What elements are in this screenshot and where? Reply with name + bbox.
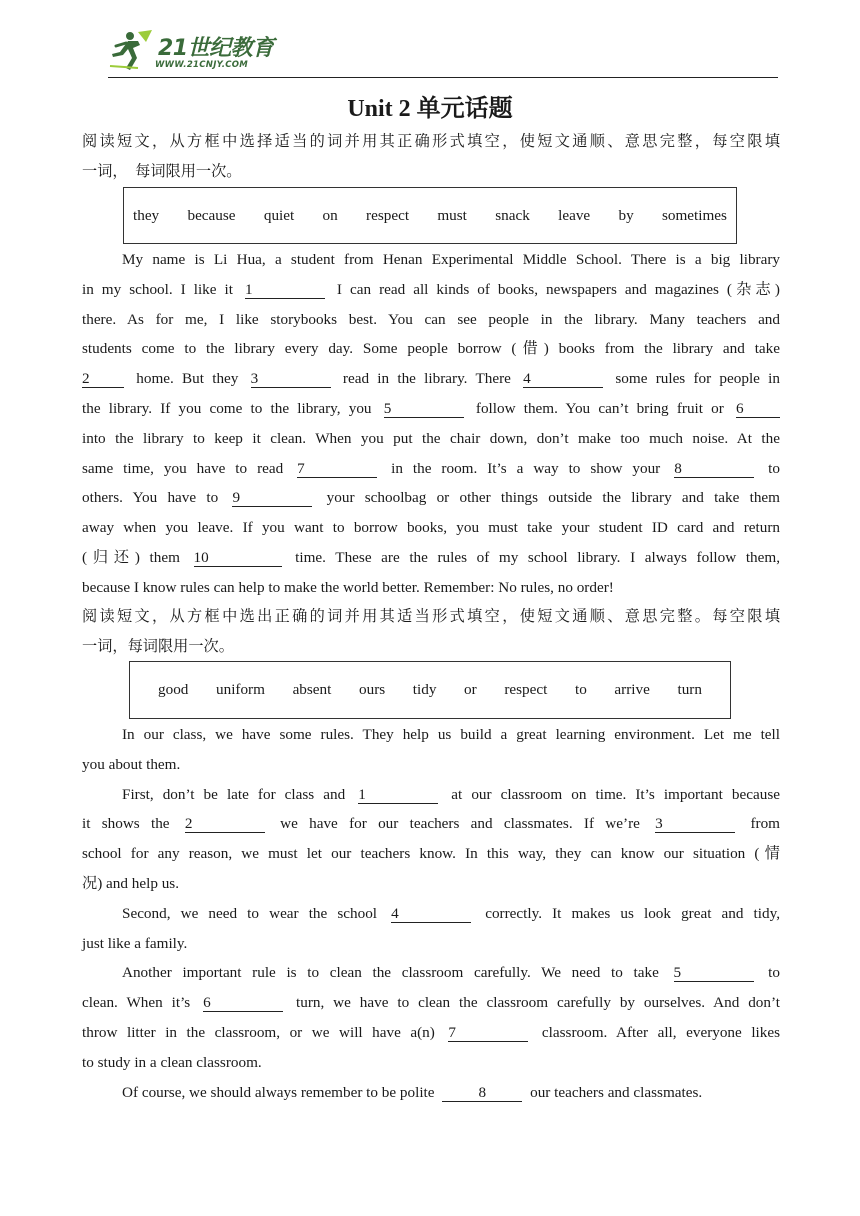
section2-line-8: just like a family.: [82, 934, 188, 952]
section2-word-8: to: [574, 681, 587, 698]
section1-line-12: because I know rules can help to make the world better. Remember: No rules, no order!: [82, 578, 614, 596]
section1-blank-6[interactable]: 6: [736, 400, 780, 418]
section2-line-6: 况) and help us.: [82, 875, 180, 892]
section1-blank-9[interactable]: 9: [232, 489, 312, 507]
page-header: [108, 28, 778, 78]
section2-line-10: clean. When it’s 6 turn, we have to clean the classroom carefully by ourselves. And don’t: [82, 994, 780, 1012]
section1-word-1: they: [133, 206, 160, 224]
section2-blank-6[interactable]: 6: [203, 994, 283, 1012]
section2-line-7: Second, we need to wear the school 4 correctly. It makes us look great and tidy,: [122, 904, 780, 922]
section2-line-11: throw litter in the classroom, or we will have a(n) 7 classroom. After all, everyone likes: [82, 1024, 780, 1041]
section2-blank-7[interactable]: 7: [448, 1024, 528, 1042]
section2-blank-4[interactable]: 4: [391, 905, 471, 923]
section2-word-5: tidy: [412, 681, 437, 698]
section2-blank-1[interactable]: 1: [358, 786, 438, 804]
section1-blank-10[interactable]: 10: [194, 549, 282, 567]
logo-text: 21世纪教育: [158, 36, 274, 61]
section2-word-9: arrive: [614, 681, 650, 698]
section2-word-1: good: [158, 681, 189, 698]
section2-line-2: you about them.: [82, 755, 181, 773]
section1-instruction-line1: 阅读短文，从方框中选择适当的词并用其正确形式填空，使短文通顺、意思完整，每空限填: [82, 133, 780, 150]
section1-line-4: students come to the library every day. Some people borrow (借) books from the library and take: [82, 340, 780, 358]
header-rule: [108, 77, 778, 78]
section1-blank-7[interactable]: 7: [297, 460, 377, 478]
section1-line-2: in my school. I like it 1 I can read all kinds of books, newspapers and magazines (杂志): [82, 280, 780, 298]
section1-word-7: snack: [495, 206, 530, 224]
section1-word-9: by: [618, 206, 634, 224]
section2-line-1: In our class, we have some rules. They help us build a great learning environment. Let me tell: [122, 726, 780, 743]
section2-word-10: turn: [677, 681, 702, 698]
section1-word-5: respect: [366, 206, 410, 224]
section2-instruction-line1: 阅读短文，从方框中选出正确的词并用其适当形式填空，使短文通顺、意思完整。每空限填: [82, 608, 780, 625]
section2-word-3: absent: [292, 681, 332, 698]
section1-blank-5[interactable]: 5: [384, 400, 464, 418]
section1-line-8: same time, you have to read 7 in the room. It’s a way to show your 8 to: [82, 459, 780, 477]
runner-logo-icon: [108, 28, 156, 72]
section1-word-8: leave: [558, 206, 591, 224]
section1-blank-8[interactable]: 8: [674, 460, 754, 478]
section1-word-bank: [123, 187, 737, 244]
section2-line-3: First, don’t be late for class and 1 at our classroom on time. It’s important because: [122, 785, 780, 803]
section2-word-6: or: [464, 681, 477, 698]
section1-instruction-line2: 一词， 每词限用一次。: [82, 163, 242, 180]
section2-blank-2[interactable]: 2: [185, 815, 265, 833]
section1-line-5: 2 home. But they 3 read in the library. There 4 some rules for people in: [82, 370, 780, 388]
section2-word-7: respect: [504, 681, 548, 698]
section1-word-3: quiet: [263, 206, 295, 224]
section2-word-4: ours: [359, 681, 386, 698]
section2-instruction-line2: 一词，每词限用一次。: [82, 638, 234, 655]
section2-blank-8[interactable]: 8: [442, 1084, 522, 1102]
section1-line-1: My name is Li Hua, a student from Henan Experimental Middle School. There is a big library: [122, 251, 780, 268]
section2-line-4: it shows the 2 we have for our teachers and classmates. If we’re 3 from: [82, 815, 780, 833]
section1-word-10: sometimes: [661, 206, 727, 224]
section1-line-6: the library. If you come to the library, you 5 follow them. You can’t bring fruit or 6: [82, 394, 780, 424]
page-title: Unit 2 单元话题: [347, 96, 513, 122]
logo-url: WWW.21CNJY.COM: [155, 60, 249, 70]
section2-blank-3[interactable]: 3: [655, 815, 735, 833]
section1-blank-2[interactable]: 2: [82, 370, 124, 388]
section1-word-4: on: [322, 206, 338, 224]
section1-blank-3[interactable]: 3: [251, 370, 331, 388]
section2-word-bank: [129, 661, 731, 719]
section2-line-13: Of course, we should always remember to be polite 8 our teachers and classmates.: [122, 1083, 703, 1101]
section1-word-2: because: [187, 206, 236, 224]
section1-line-7: into the library to keep it clean. When you put the chair down, don’t make too much noise. At the: [82, 429, 780, 447]
section2-line-9: Another important rule is to clean the classroom carefully. We need to take 5 to: [122, 964, 780, 982]
section2-line-5: school for any reason, we must let our teachers know. In this way, they can know our situation (情: [82, 845, 780, 863]
section2-line-12: to study in a clean classroom.: [82, 1053, 262, 1071]
section1-line-10: away when you leave. If you want to borrow books, you must take your student ID card and return: [82, 519, 780, 537]
section1-line-9: others. You have to 9 your schoolbag or other things outside the library and take them: [82, 489, 780, 507]
logo: [108, 28, 278, 74]
section1-line-3: there. As for me, I like storybooks best. You can see people in the library. Many teachers and: [82, 310, 780, 328]
section1-blank-1[interactable]: 1: [245, 281, 325, 299]
section1-blank-4[interactable]: 4: [523, 370, 603, 388]
section1-word-6: must: [437, 206, 467, 224]
section2-blank-5[interactable]: 5: [674, 964, 754, 982]
section2-word-2: uniform: [216, 681, 265, 698]
section1-line-11: (归还) them 10 time. These are the rules of my school library. I always follow them,: [82, 549, 780, 566]
